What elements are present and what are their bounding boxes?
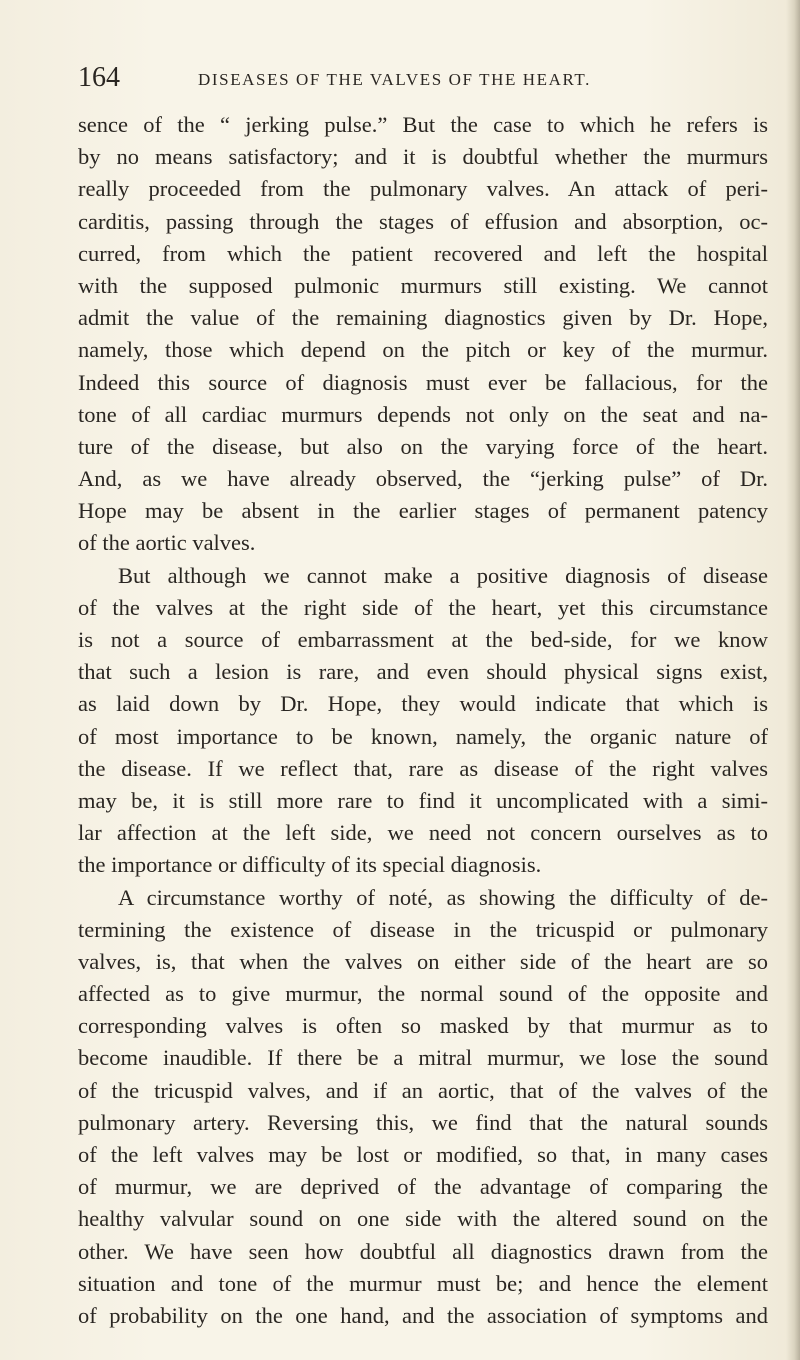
text-line: other. We have seen how doubtful all diagnostics drawn from the (78, 1238, 768, 1264)
text-line: curred, from which the patient recovered and left the hospital (78, 240, 768, 266)
text-line: may be, it is still more rare to find it uncomplicated with a simi- (78, 787, 768, 813)
text-line: valves, is, that when the valves on either side of the heart are so (78, 948, 768, 974)
text-line: sence of the “ jerking pulse.” But the case to which he refers is (78, 112, 768, 137)
text-line: A circumstance worthy of noté, as showing the difficulty of de- (118, 884, 768, 910)
text-line: become inaudible. If there be a mitral murmur, we lose the sound (78, 1045, 768, 1071)
text-line: tone of all cardiac murmurs depends not only on the seat and na- (78, 401, 768, 427)
text-line: of the aortic valves. (78, 530, 256, 556)
text-line: lar affection at the left side, we need not concern ourselves as to (78, 820, 768, 846)
text-line: admit the value of the remaining diagnostics given by Dr. Hope, (78, 305, 768, 331)
text-line: Hope may be absent in the earlier stages of permanent patency (78, 498, 768, 524)
page-header (78, 62, 738, 94)
text-line: of most importance to be known, namely, the organic nature of (78, 723, 768, 749)
body-text (78, 109, 768, 1332)
text-line: with the supposed pulmonic murmurs still existing. We cannot (78, 272, 768, 298)
text-line: Indeed this source of diagnosis must ever be fallacious, for the (78, 369, 768, 395)
text-line: the importance or difficulty of its special diagnosis. (78, 852, 542, 878)
text-line: termining the existence of disease in the tricuspid or pulmonary (78, 916, 768, 942)
text-line: of the valves at the right side of the heart, yet this circumstance (78, 594, 768, 620)
text-line: of the left valves may be lost or modified, so that, in many cases (78, 1142, 768, 1167)
running-head: DISEASES OF THE VALVES OF THE HEART. (198, 70, 592, 89)
page-edge-shadow (786, 0, 800, 1360)
text-line: really proceeded from the pulmonary valves. An attack of peri- (78, 176, 768, 202)
text-line: of murmur, we are deprived of the advantage of comparing the (78, 1174, 768, 1200)
text-line: namely, those which depend on the pitch or key of the murmur. (78, 337, 768, 363)
text-line: as laid down by Dr. Hope, they would indicate that which is (78, 691, 768, 717)
text-line: that such a lesion is rare, and even should physical signs exist, (78, 659, 768, 685)
text-line: pulmonary artery. Reversing this, we find that the natural sounds (78, 1109, 768, 1135)
page-number: 164 (78, 62, 120, 93)
text-line: And, as we have already observed, the “jerking pulse” of Dr. (78, 466, 768, 492)
text-line: But although we cannot make a positive diagnosis of disease (118, 562, 768, 588)
text-line: of probability on the one hand, and the association of symptoms and (78, 1302, 768, 1328)
text-line: is not a source of embarrassment at the bed-side, for we know (78, 627, 768, 652)
text-line: affected as to give murmur, the normal sound of the opposite and (78, 981, 768, 1007)
text-line: carditis, passing through the stages of effusion and absorption, oc- (78, 208, 768, 234)
text-line: of the tricuspid valves, and if an aortic, that of the valves of the (78, 1077, 768, 1103)
text-line: ture of the disease, but also on the varying force of the heart. (78, 433, 768, 459)
text-line: healthy valvular sound on one side with the altered sound on the (78, 1206, 768, 1232)
text-line: the disease. If we reflect that, rare as disease of the right valves (78, 755, 768, 781)
text-line: corresponding valves is often so masked by that murmur as to (78, 1013, 768, 1039)
text-line: by no means satisfactory; and it is doubtful whether the murmurs (78, 144, 768, 170)
text-line: situation and tone of the murmur must be; and hence the element (78, 1270, 768, 1296)
